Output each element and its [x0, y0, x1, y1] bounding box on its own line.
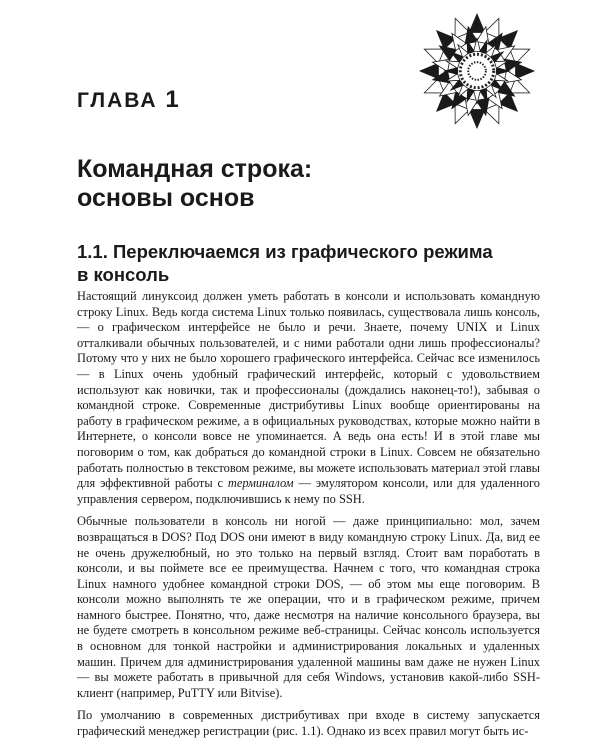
chapter-title-line-2: основы основ: [77, 184, 255, 212]
paragraph-1-emphasis: терминалом: [227, 476, 294, 491]
paragraph-1-end: — эмулятором консоли, или для удаленного управления сервером, подключившись к нему по SSH.: [77, 476, 540, 506]
paragraph-1-start: Настоящий линуксоид должен уметь работать в консоли и использовать командную строку Linux. Ведь когда система Linux только появилась, существовала лишь консоль, — о графическом интерфейсе не было и речи. Знаете, почему UNIX и Linux отталкивали обычных пользователей, и с ними работали одни лишь профессионалы? Потому что у них не было хорошего графического интерфейса. Сейчас все изменилось — в Linux очень удобный графический интерфейс, который с удовольствием используют как новички, так и профессионалы (дождались наконец-то!), забывая о командной строке. Современные дистрибутивы Linux вообще ориентированы на работу в графическом режиме, а в официальных руководствах, которые можно найти в Интернете, о консоли вовсе не упоминается. А ведь она есть! И в этой главе мы поговорим о том, как добраться до командной строки в Linux. Совсем не обязательно работать полностью в текстовом режиме, вы можете использовать материал этой главы для эффективной работы с: [77, 289, 540, 491]
chapter-label: [77, 86, 179, 114]
ornament-inner-ring: [468, 62, 486, 80]
chapter-word: ГЛАВА: [77, 89, 158, 112]
ornament-core-ring: [460, 54, 493, 87]
ornament-ray: [469, 14, 485, 32]
chapter-title-line-1: Командная строка:: [77, 155, 313, 183]
body-text: [77, 289, 540, 747]
section-heading: [77, 240, 537, 286]
ornament-ray: [420, 63, 438, 79]
ornament-ray: [516, 63, 534, 79]
paragraph-1: [77, 289, 540, 507]
ornament-ray: [469, 110, 485, 128]
chapter-title: [77, 155, 537, 213]
chapter-number: 1: [165, 86, 179, 113]
chapter-ornament-icon: [418, 12, 536, 130]
paragraph-2: Обычные пользователи в консоль ни ногой — даже принципиально: мол, зачем возвращаться в DOS? Под DOS они имеют в виду командную строку Linux. Да, вид ее не очень дружелюбный, но это только на первый взгляд. Стоит вам поработать в консоли, и вы поймете все ее преимущества. Начнем с того, что командная строка Linux намного удобнее командной строки DOS, — об этом мы еще поговорим. В консоли можно выполнять те же операции, что и в графическом режиме, причем намного быстрее. Понятно, что, даже несмотря на наличие консольного браузера, вы не будете смотреть в консольном режиме веб-страницы. Сейчас консоль используется в основном для тонкой настройки и администрирования локальных и удаленных машин. Причем для администрирования удаленной машины вам даже не нужен Linux — вы можете работать в привычной для себя Windows, установив какой-либо SSH-клиент (например, PuTTY или Bitvise).: [77, 514, 540, 700]
ornament-rays: [420, 14, 534, 128]
paragraph-3: По умолчанию в современных дистрибутивах при входе в систему запускается графический менеджер регистрации (рис. 1.1). Однако из всех правил могут быть ис-: [77, 708, 540, 739]
section-heading-line-2: в консоль: [77, 264, 170, 285]
section-heading-line-1: 1.1. Переключаемся из графического режима: [77, 241, 493, 262]
